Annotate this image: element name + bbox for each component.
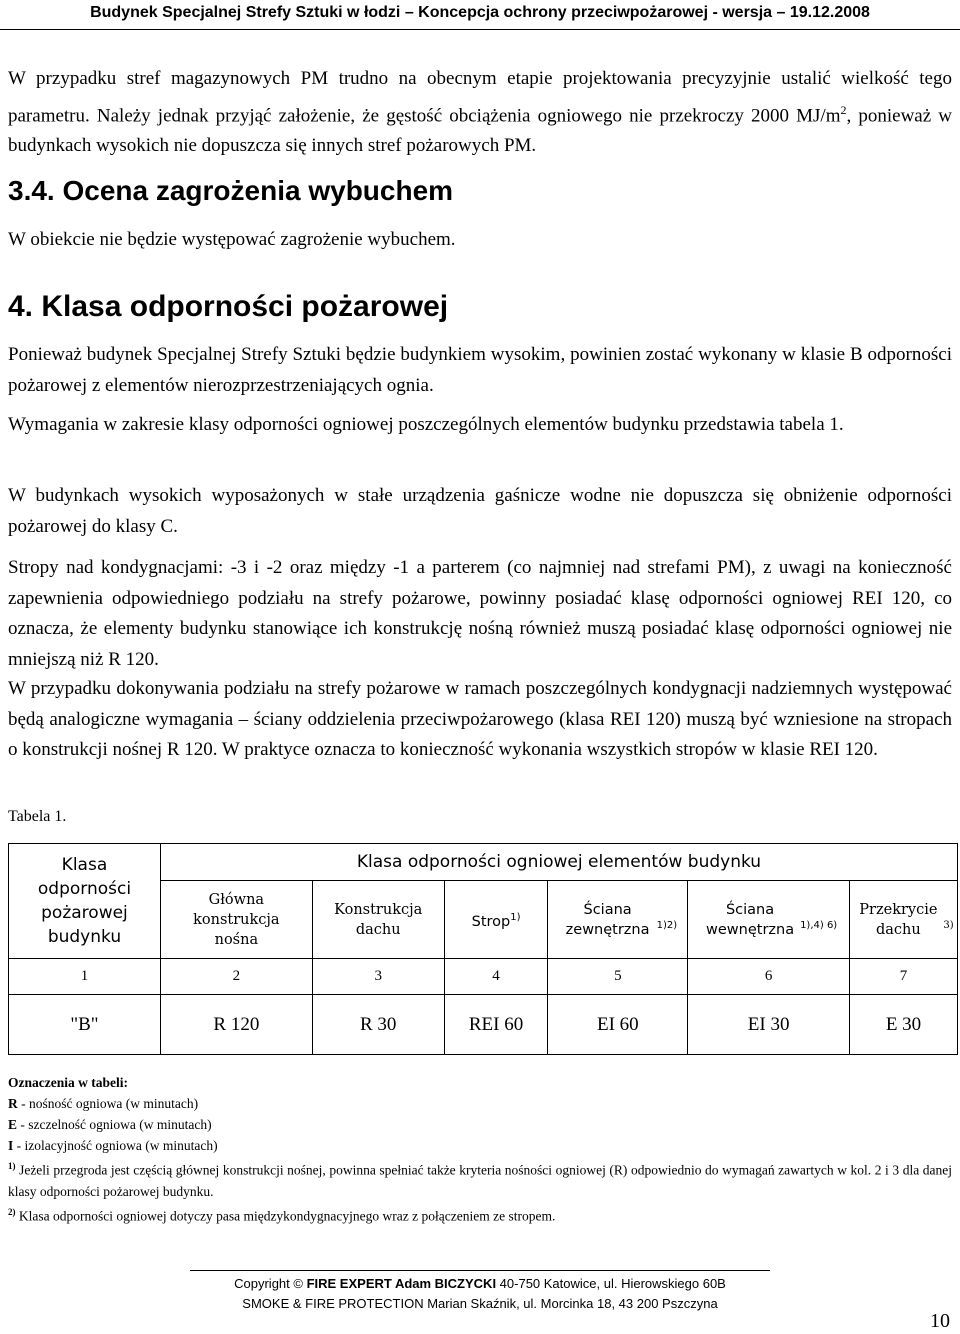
table-cell: 3 [312, 959, 444, 995]
header-external-wall: Ściana zewnętrzna $^{1)2)}$ [548, 881, 688, 959]
table-cell: 6 [688, 959, 850, 995]
paragraph-class-b: Ponieważ budynek Specjalnej Strefy Sztuki będzie budynkiem wysokim, powinien zostać wykonany w klasie B odporności pożarowej z elementów nierozprzestrzeniających ognia. [8, 344, 952, 396]
paragraph-pm-zones-text-b: , ponieważ w budynkach wysokich nie dopuszcza się innych stref pożarowych PM. [8, 104, 953, 157]
table-cell: E 30 [850, 995, 958, 1055]
paragraph-requirements: Wymagania w zakresie klasy odporności ogniowej poszczególnych elementów budynku przedstawia tabela 1. [8, 414, 844, 435]
table-cell: EI 30 [688, 995, 850, 1055]
legend-item-r: R - nośność ogniowa (w minutach) [8, 1096, 199, 1111]
legend-item-e: E - szczelność ogniowa (w minutach) [8, 1117, 212, 1132]
legend-title: Oznaczenia w tabeli: [8, 1075, 128, 1090]
superscript-2: 2 [840, 102, 847, 117]
header-building-class: Klasa odporności pożarowej budynku [9, 844, 161, 959]
table-cell: 4 [444, 959, 548, 995]
table-legend [8, 1072, 952, 1226]
paragraph-pm-zones [8, 64, 952, 162]
header-roof-structure: Konstrukcja dachu [312, 881, 444, 959]
header-ceiling: Strop$^{1)}$ [444, 881, 548, 959]
heading-4: 4. Klasa odporności pożarowej [8, 290, 449, 323]
page-header [0, 0, 960, 30]
fire-resistance-table [8, 843, 958, 1055]
footer-address: SMOKE & FIRE PROTECTION Marian Skaźnik, ul. Morcinka 18, 43 200 Pszczyna [242, 1296, 718, 1311]
header-internal-wall: Ściana wewnętrzna $^{1),4) 6)}$ [688, 881, 850, 959]
heading-3-4: 3.4. Ocena zagrożenia wybuchem [8, 175, 454, 206]
table-cell: "B" [9, 995, 161, 1055]
paragraph-extinguishing: W budynkach wysokich wyposażonych w stałe urządzenia gaśnicze wodne nie dopuszcza się obniżenie odporności pożarowej do klasy C. [8, 485, 952, 537]
legend-note-2: $^{2)}$ Klasa odporności ogniowej dotyczy pasa międzykondygnacyjnego wraz z połączeniem ze stropem. [8, 1206, 556, 1223]
legend-note-1: $^{1)}$ Jeżeli przegroda jest częścią głównej konstrukcji nośnej, powinna spełniać także kryteria nośności ogniowej (R) odpowiednio do wymagań zawartych w kol. 2 i 3 dla danej klasy odporności pożarowej budynku. [8, 1161, 952, 1199]
paragraph-explosion: W obiekcie nie będzie występować zagrożenie wybuchem. [8, 229, 456, 250]
footer-divider [190, 1270, 770, 1271]
header-title: Budynek Specjalnej Strefy Sztuki w łodzi – Koncepcja ochrony przeciwpożarowej - wersja – 19.12.2008 [90, 4, 870, 21]
table-cell: 2 [160, 959, 312, 995]
page-number: 10 [930, 1310, 950, 1332]
table-cell: 5 [548, 959, 688, 995]
paragraph-pm-zones-text-a: W przypadku stref magazynowych PM trudno na obecnym etapie projektowania precyzyjnie ustalić wielkość tego parametru. Należy jednak przyjąć założenie, że gęstość obciążenia ogniowego nie przekroczy 2000 MJ/m [8, 68, 952, 126]
table-caption: Tabela 1. [8, 808, 67, 825]
header-element-class-group: Klasa odporności ogniowej elementów budynku [160, 844, 957, 881]
paragraph-ceilings: Stropy nad kondygnacjami: -3 i -2 oraz między -1 a parterem (co najmniej nad strefami PM), z uwagi na konieczność zapewnienia odpowiedniego podziału na strefy pożarowe, powinny posiadać klasę odporności ogniowej REI 120, co oznacza, że elementy budynku stanowiące ich konstrukcję nośną również muszą posiadać klasę odporności ogniowej nie mniejszą niż R 120. [8, 557, 952, 670]
table-cell: 1 [9, 959, 161, 995]
table-cell: REI 60 [444, 995, 548, 1055]
table-cell: EI 60 [548, 995, 688, 1055]
legend-item-i: I - izolacyjność ogniowa (w minutach) [8, 1138, 218, 1153]
header-main-structure: Główna konstrukcja nośna [160, 881, 312, 959]
table-cell: R 30 [312, 995, 444, 1055]
table-row-numbers [9, 959, 958, 995]
header-roof-covering: Przekrycie dachu $^{3)}$ [850, 881, 958, 959]
footer-copyright: Copyright © FIRE EXPERT Adam BICZYCKI 40-750 Katowice, ul. Hierowskiego 60B [234, 1276, 726, 1291]
paragraph-fire-zones: W przypadku dokonywania podziału na strefy pożarowe w ramach poszczególnych kondygnacji nadziemnych występować będą analogiczne wymagania – ściany oddzielenia przeciwpożarowego (klasa REI 120) muszą być wzniesione na stropach o konstrukcji nośnej R 120. W praktyce oznacza to konieczność wykonania wszystkich stropów w klasie REI 120. [8, 678, 952, 760]
table-cell: R 120 [160, 995, 312, 1055]
table-cell: 7 [850, 959, 958, 995]
table-row-values [9, 995, 958, 1055]
